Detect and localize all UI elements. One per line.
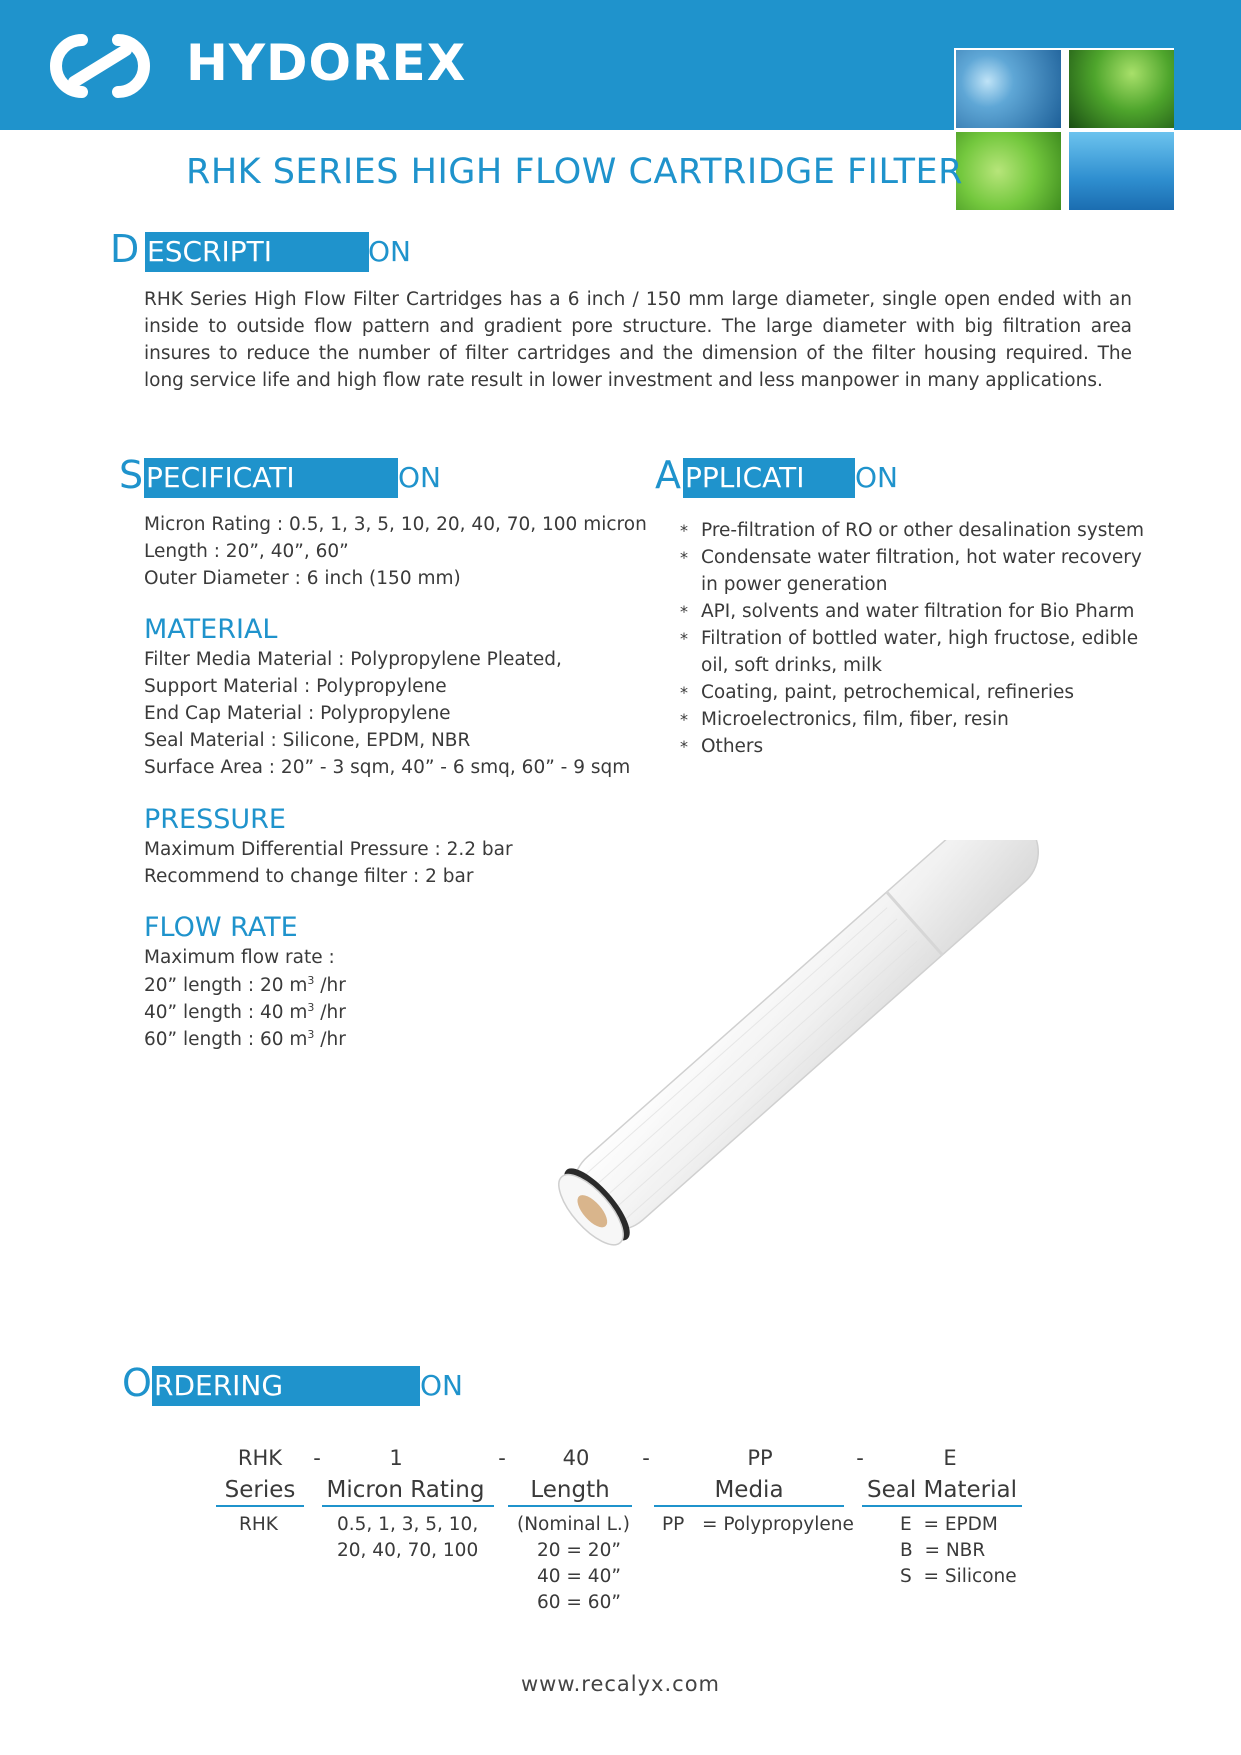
flow-rate-intro: Maximum flow rate : bbox=[144, 947, 335, 968]
description-text: RHK Series High Flow Filter Cartridges has a 6 inch / 150 mm large diameter, single open ended with an inside to outside flow pattern and gradient pore structure. The large diameter with big filtration area insures to reduce the number of filter cartridges and the dimension of the filter housing required. The long service life and high flow rate result in lower investment and less manpower in many applications. bbox=[144, 289, 1132, 391]
order-value-seal: E = EPDM bbox=[900, 1514, 998, 1535]
application-text: API, solvents and water filtration for Bio Pharm bbox=[701, 601, 1135, 622]
application-heading bbox=[655, 453, 898, 498]
application-text: in power generation bbox=[701, 574, 888, 595]
order-value-media: PP = Polypropylene bbox=[662, 1514, 854, 1535]
heading-tail: ON bbox=[368, 235, 411, 268]
page-title: RHK SERIES HIGH FLOW CARTRIDGE FILTER bbox=[186, 152, 963, 192]
heading-tail: ON bbox=[855, 461, 898, 494]
order-header-media: Media bbox=[714, 1477, 784, 1503]
application-text: Others bbox=[701, 736, 764, 757]
heading-band: PECIFICATI bbox=[144, 458, 398, 498]
flow-rate-label: 40” length : 40 m bbox=[144, 1002, 308, 1024]
order-code-media: PP bbox=[747, 1446, 773, 1470]
spec-length: Length : 20”, 40”, 60” bbox=[144, 541, 349, 562]
material-line: Support Material : Polypropylene bbox=[144, 676, 447, 697]
green-drops-image bbox=[956, 132, 1061, 210]
order-separator: - bbox=[642, 1446, 650, 1470]
flow-rate-exponent: 3 bbox=[307, 1028, 315, 1041]
description-heading bbox=[110, 227, 411, 272]
order-value-seal: B = NBR bbox=[900, 1540, 986, 1561]
order-divider bbox=[216, 1505, 304, 1507]
order-code-series: RHK bbox=[237, 1446, 283, 1470]
heading-tail: ON bbox=[398, 461, 441, 494]
order-divider bbox=[322, 1505, 494, 1507]
bullet: * bbox=[680, 710, 688, 729]
flow-rate-label: 60” length : 60 m bbox=[144, 1029, 308, 1051]
hydorex-logo-icon bbox=[44, 30, 156, 102]
order-code-seal: E bbox=[943, 1446, 957, 1470]
pressure-line: Maximum Differential Pressure : 2.2 bar bbox=[144, 839, 513, 860]
application-text: Coating, paint, petrochemical, refineries bbox=[701, 682, 1075, 703]
order-value-seal: S = Silicone bbox=[900, 1566, 1017, 1587]
flow-rate-row bbox=[144, 1001, 346, 1023]
flow-rate-unit: /hr bbox=[314, 1029, 346, 1051]
order-header-seal: Seal Material bbox=[867, 1477, 1017, 1503]
application-text: Microelectronics, film, fiber, resin bbox=[701, 709, 1009, 730]
heading-initial: D bbox=[110, 227, 140, 271]
application-text: oil, soft drinks, milk bbox=[701, 655, 882, 676]
brand-name: HYDOREX bbox=[186, 34, 467, 92]
order-divider bbox=[508, 1505, 632, 1507]
order-value-length: (Nominal L.) bbox=[517, 1514, 631, 1535]
photo-collage bbox=[954, 48, 1174, 212]
heading-initial: O bbox=[122, 1361, 152, 1405]
material-line: Filter Media Material : Polypropylene Pleated, bbox=[144, 649, 562, 670]
application-text: Condensate water filtration, hot water recovery bbox=[701, 547, 1142, 568]
heading-band: RDERING INFORMATI bbox=[152, 1366, 420, 1406]
material-line: Seal Material : Silicone, EPDM, NBR bbox=[144, 730, 471, 751]
bullet: * bbox=[680, 683, 688, 702]
order-value-length: 20 = 20” bbox=[537, 1540, 621, 1561]
order-value-length: 40 = 40” bbox=[537, 1566, 621, 1587]
order-code-length: 40 bbox=[562, 1446, 590, 1470]
application-text: Filtration of bottled water, high fructose, edible bbox=[701, 628, 1139, 649]
pressure-heading: PRESSURE bbox=[144, 804, 286, 835]
order-code-micron: 1 bbox=[389, 1446, 403, 1470]
flow-rate-row bbox=[144, 974, 346, 996]
footer-url[interactable]: www.recalyx.com bbox=[521, 1672, 720, 1696]
order-header-series: Series bbox=[224, 1477, 296, 1503]
flow-rate-label: 20” length : 20 m bbox=[144, 975, 308, 997]
spec-outer-diameter: Outer Diameter : 6 inch (150 mm) bbox=[144, 568, 461, 589]
heading-initial: S bbox=[119, 453, 144, 497]
flow-rate-unit: /hr bbox=[314, 1002, 346, 1024]
heading-band: PPLICATI bbox=[683, 458, 855, 498]
spec-micron-rating: Micron Rating : 0.5, 1, 3, 5, 10, 20, 40, 70, 100 micron bbox=[144, 514, 647, 535]
water-bubbles-image bbox=[956, 50, 1061, 128]
application-text: Pre-filtration of RO or other desalination system bbox=[701, 520, 1145, 541]
order-separator: - bbox=[856, 1446, 864, 1470]
flow-rate-row bbox=[144, 1028, 346, 1050]
filter-cartridge-image bbox=[540, 840, 1100, 1300]
order-value-micron: 0.5, 1, 3, 5, 10, bbox=[337, 1514, 479, 1535]
order-separator: - bbox=[313, 1446, 321, 1470]
bullet: * bbox=[680, 629, 688, 648]
pressure-line: Recommend to change filter : 2 bar bbox=[144, 866, 474, 887]
ordering-heading bbox=[122, 1361, 463, 1442]
heading-band: ESCRIPTI bbox=[145, 232, 369, 272]
flow-rate-unit: /hr bbox=[314, 975, 346, 997]
bullet: * bbox=[680, 602, 688, 621]
heading-initial: A bbox=[655, 453, 681, 497]
material-line: Surface Area : 20” - 3 sqm, 40” - 6 smq, 60” - 9 sqm bbox=[144, 757, 631, 778]
order-divider bbox=[862, 1505, 1022, 1507]
flow-rate-exponent: 3 bbox=[307, 1001, 315, 1014]
material-heading: MATERIAL bbox=[144, 614, 278, 645]
specification-heading bbox=[119, 453, 441, 498]
material-line: End Cap Material : Polypropylene bbox=[144, 703, 451, 724]
leaf-droplet-image bbox=[1069, 50, 1174, 128]
order-header-length: Length bbox=[530, 1477, 610, 1503]
order-divider bbox=[654, 1505, 844, 1507]
bullet: * bbox=[680, 737, 688, 756]
order-header-micron: Micron Rating bbox=[326, 1477, 485, 1503]
flow-rate-exponent: 3 bbox=[307, 974, 315, 987]
heading-tail: ON bbox=[420, 1369, 463, 1402]
bullet: * bbox=[680, 521, 688, 540]
bullet: * bbox=[680, 548, 688, 567]
order-value-length: 60 = 60” bbox=[537, 1592, 621, 1613]
water-drop-image bbox=[1069, 132, 1174, 210]
order-value-series: RHK bbox=[239, 1514, 278, 1535]
flow-rate-heading: FLOW RATE bbox=[144, 912, 298, 943]
order-separator: - bbox=[498, 1446, 506, 1470]
order-value-micron: 20, 40, 70, 100 bbox=[337, 1540, 479, 1561]
